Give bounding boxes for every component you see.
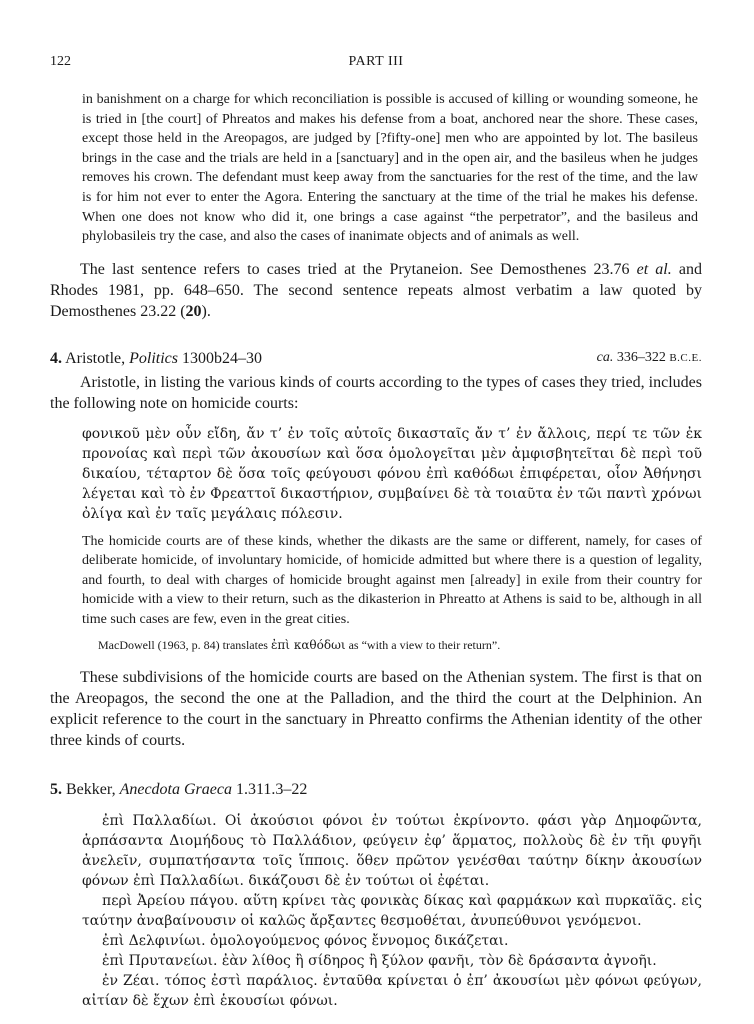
commentary-paragraph: These subdivisions of the homicide courts are based on the Athenian system. The first is that on the Areopagos, the second the one at the Palladion, and the third the court at the Delphinion. An explicit reference to the court in the sanctuary in Phreatto confirms the Athenian identity of the other three kinds of courts. xyxy=(50,669,702,750)
section-intro: Aristotle, in listing the various kinds of courts according to the types of cases they tried, includes the following note on homicide courts: xyxy=(50,373,702,412)
page xyxy=(50,54,702,1011)
section-number: 4. xyxy=(50,349,62,367)
commentary-paragraph: The last sentence refers to cases tried at the Prytaneion. See Demosthenes 23.76 et al. and Rhodes 1981, pp. 648–650. The second sentence repeats almost verbatim a law quoted by Demosthenes 23.22 (20). xyxy=(50,260,703,320)
source-reference: 20 xyxy=(185,302,202,320)
section-heading-4: 4. Aristotle, Politics 1300b24–30 ca. 336–322 B.C.E. xyxy=(50,349,702,367)
part-title: PART III xyxy=(348,54,404,69)
page-number: 122 xyxy=(50,54,71,69)
running-header xyxy=(50,54,702,76)
translation: The homicide courts are of these kinds, whether the dikasts are the same or different, namely, for cases of deliberate homicide, of involuntary homicide, of homicide admitted but where there is a question of legality, and fourth, to deal with charges of homicide brought against men [already] in exile from their country for homicide with a view to their return, such as the dikasterion in Phreatto at Athens is said to be, although in all time such cases are few, even in the great cities. xyxy=(82,533,702,627)
footnote: MacDowell (1963, p. 84) translates ἐπὶ καθόδωι as “with a view to their return”. xyxy=(98,638,501,653)
section-number: 5. xyxy=(50,781,62,799)
section-heading-5: 5. Bekker, Anecdota Graeca 1.311.3–22 xyxy=(50,781,308,799)
greek-text: ἐπὶ Παλλαδίωι. Οἱ ἀκούσιοι φόνοι ἐν τούτωι ἐκρίνοντο. φάσι γὰρ Δημοφῶντα, ἁρπάσαντα Διομήδους τὸ Παλλάδιον, φεύγειν ἐφ’ ἅρματος, πολλοὺς δὲ ἐν τῆι φυγῆι ἀνελεῖν, συμπατήσαντα τοῖς ἵπποις. ὅθεν πρῶτον γενέσθαι ταύτην δίκην ἀκουσίων φόνων ἐπὶ Παλλαδίωι. δικάζουσι δὲ ἐν τούτωι οἱ ἐφέται. περὶ Ἀρείου πάγου. αὕτη κρίνει τὰς φονικὰς δίκας καὶ φαρμάκων καὶ πυρκαϊᾶς. εἰς ταύτην ἀναβαίνουσιν οἱ καλῶς ἄρξαντες θεσμοθέται, ἀνυπεύθυνοι γενόμενοι. ἐπὶ Δελφινίωι. ὁμολογούμενος φόνος ἔννομος δικάζεται. ἐπὶ Πρυτανείωι. ἐὰν λίθος ἢ σίδηρος ἢ ξύλον φανῆι, τὸν δὲ δράσαντα ἀγνοῆι. ἐν Ζέαι. τόπος ἐστὶ παράλιος. ἐνταῦθα κρίνεται ὁ ἐπ’ ἀκουσίωι μὲν φόνωι φεύγων, αἰτίαν δὲ ἔχων ἐπὶ ἑκουσίωι φόνωι. xyxy=(82,813,702,1010)
greek-text: φονικοῦ μὲν οὖν εἴδη, ἄν τ’ ἐν τοῖς αὐτοῖς δικασταῖς ἄν τ’ ἐν ἄλλοις, περί τε τῶν ἐκ προνοίας καὶ περὶ τῶν ἀκουσίων καὶ ὅσα ὁμολογεῖται μὲν ἀμφισβητεῖται δὲ περὶ τοῦ δικαίου, τέταρτον δὲ ὅσα τοῖς φεύγουσι φόνου ἐπὶ καθόδωι ἐπιφέρεται, οἷον Ἀθήνησι λέγεται καὶ τὸ ἐν Φρεαττοῖ δικαστήριον, συμβαίνει δὲ τὰ τοιαῦτα ἐν τῶι παντὶ χρόνωι ὀλίγα καὶ ἐν ταῖς μεγάλαις πόλεσιν. xyxy=(82,425,702,522)
quote-block: in banishment on a charge for which reconciliation is possible is accused of killing or wounding someone, he is tried in [the court] of Phreatos and makes his defense from a boat, anchored near the shore. These cases, except those held in the Areopagos, are judged by [?fifty-one] men who are appointed by lot. The basileus brings in the case and the trials are held in a [sanctuary] and in the open air, and the basileus when he judges removes his crown. The defendant must keep away from the sanctuaries for the rest of the time, and the law is for him not ever to enter the Agora. Entering the sanctuary at the time of the trial he makes his defense. When one does not know who did it, one brings a case against “the perpetrator”, and the basileus and phylobasileis try the case, and also the cases of inanimate objects and of animals as well. xyxy=(82,92,698,245)
section-date: ca. 336–322 B.C.E. xyxy=(596,349,702,365)
